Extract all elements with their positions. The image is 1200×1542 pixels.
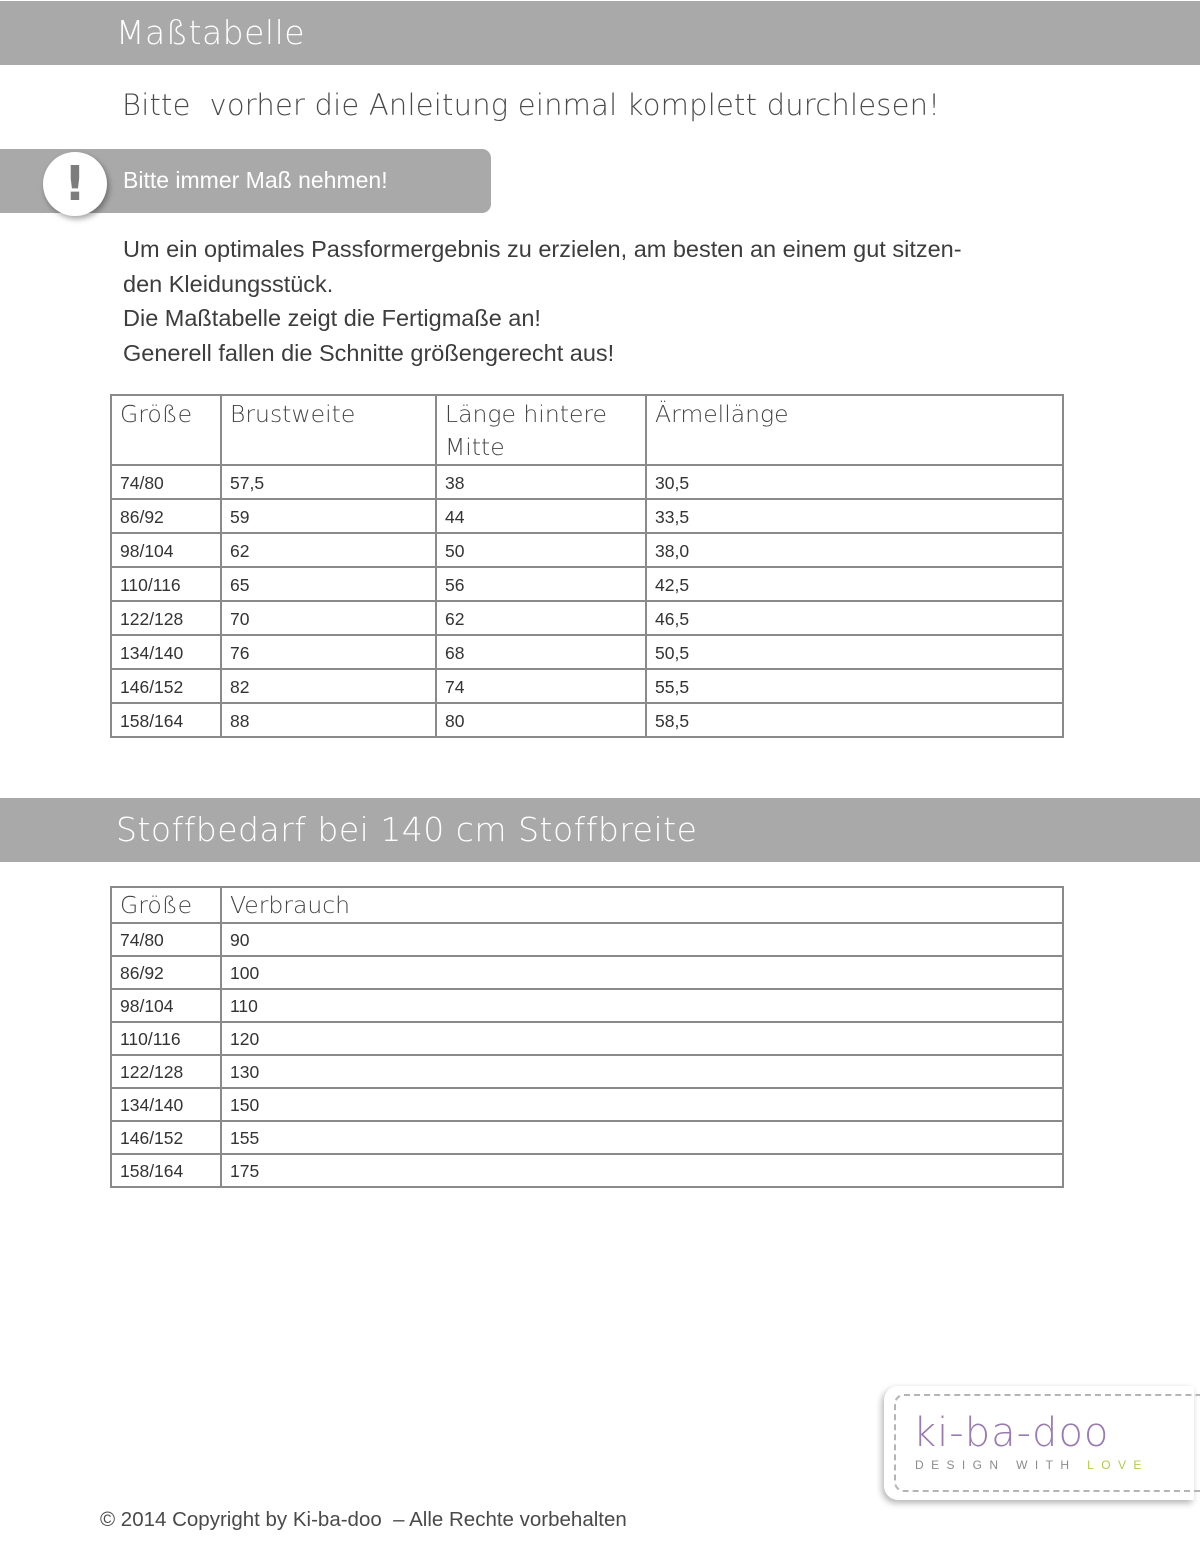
table-row (111, 567, 1063, 601)
table-row (111, 465, 1063, 499)
column-header: Ärmellänge (646, 395, 1063, 465)
notice-text: Bitte immer Maß nehmen! (123, 167, 388, 193)
table-cell: 122/128 (111, 1055, 221, 1088)
table-cell: 76 (221, 635, 436, 669)
table-cell: 46,5 (646, 601, 1063, 635)
table-cell: 88 (221, 703, 436, 737)
table-cell: 110/116 (111, 567, 221, 601)
table-cell: 38,0 (646, 533, 1063, 567)
table-cell: 33,5 (646, 499, 1063, 533)
table-cell: 74/80 (111, 465, 221, 499)
table-cell: 90 (221, 923, 1063, 956)
table-cell: 30,5 (646, 465, 1063, 499)
table-cell: 122/128 (111, 601, 221, 635)
table-cell: 134/140 (111, 1088, 221, 1121)
table-row (111, 1055, 1063, 1088)
table-cell: 155 (221, 1121, 1063, 1154)
table-row (111, 533, 1063, 567)
logo-wordmark: ki-ba-doo (913, 1410, 1110, 1456)
table-row (111, 499, 1063, 533)
table-cell: 110 (221, 989, 1063, 1022)
table-cell: 80 (436, 703, 646, 737)
table-cell: 38 (436, 465, 646, 499)
paragraph-line: den Kleidungsstück. (123, 270, 334, 297)
table-cell: 65 (221, 567, 436, 601)
table-cell: 62 (221, 533, 436, 567)
table-row (111, 635, 1063, 669)
section-title: Stoffbedarf bei 140 cm Stoffbreite (116, 810, 698, 849)
table-cell: 68 (436, 635, 646, 669)
tagline-accent: LOVE (1087, 1458, 1149, 1472)
table-header-row (111, 887, 1063, 923)
table-cell: 98/104 (111, 989, 221, 1022)
table-row (111, 1121, 1063, 1154)
instructions-paragraph (123, 232, 1053, 370)
table-cell: 44 (436, 499, 646, 533)
table-row (111, 601, 1063, 635)
table-row (111, 669, 1063, 703)
table-row (111, 923, 1063, 956)
table-cell: 150 (221, 1088, 1063, 1121)
table-cell: 59 (221, 499, 436, 533)
table-header-row (111, 395, 1063, 465)
table-cell: 55,5 (646, 669, 1063, 703)
table-cell: 98/104 (111, 533, 221, 567)
table-cell: 62 (436, 601, 646, 635)
table-cell: 82 (221, 669, 436, 703)
intro-text: Bitte vorher die Anleitung einmal komplett durchlesen! (122, 88, 941, 122)
table-row (111, 703, 1063, 737)
table-cell: 57,5 (221, 465, 436, 499)
table-cell: 86/92 (111, 499, 221, 533)
paragraph-line: Die Maßtabelle zeigt die Fertigmaße an! (123, 305, 541, 331)
column-header: Größe (111, 395, 221, 465)
table-cell: 58,5 (646, 703, 1063, 737)
column-header: Verbrauch (221, 887, 1063, 923)
paragraph-line: Generell fallen die Schnitte größengerecht aus! (123, 339, 615, 366)
fabric-table (110, 886, 1064, 1188)
table-row (111, 1154, 1063, 1187)
section-header-stoffbedarf (0, 798, 1200, 862)
table-cell: 146/152 (111, 669, 221, 703)
table-row (111, 1088, 1063, 1121)
column-header: Größe (111, 887, 221, 923)
column-header: Brustweite (221, 395, 436, 465)
section-title: Maßtabelle (116, 13, 306, 52)
table-cell: 120 (221, 1022, 1063, 1055)
section-header-masstabelle (0, 1, 1200, 65)
table-cell: 42,5 (646, 567, 1063, 601)
table-cell: 86/92 (111, 956, 221, 989)
logo-tagline (915, 1458, 1149, 1472)
copyright-footer: © 2014 Copyright by Ki-ba-doo – Alle Rechte vorbehalten (100, 1508, 627, 1531)
table-cell: 134/140 (111, 635, 221, 669)
table-cell: 130 (221, 1055, 1063, 1088)
tagline-prefix: DESIGN WITH (915, 1458, 1077, 1472)
table-cell: 110/116 (111, 1022, 221, 1055)
table-cell: 158/164 (111, 1154, 221, 1187)
column-header: Länge hintere Mitte (436, 395, 646, 465)
table-cell: 74/80 (111, 923, 221, 956)
table-cell: 50,5 (646, 635, 1063, 669)
table-cell: 70 (221, 601, 436, 635)
paragraph-line: Um ein optimales Passformergebnis zu erzielen, am besten an einem gut sitzen- (123, 236, 962, 262)
exclamation-icon: ! (64, 156, 86, 212)
size-table (110, 394, 1064, 738)
table-cell: 50 (436, 533, 646, 567)
table-cell: 158/164 (111, 703, 221, 737)
table-cell: 175 (221, 1154, 1063, 1187)
table-row (111, 989, 1063, 1022)
table-cell: 56 (436, 567, 646, 601)
table-cell: 74 (436, 669, 646, 703)
table-row (111, 1022, 1063, 1055)
table-cell: 100 (221, 956, 1063, 989)
table-row (111, 956, 1063, 989)
table-cell: 146/152 (111, 1121, 221, 1154)
